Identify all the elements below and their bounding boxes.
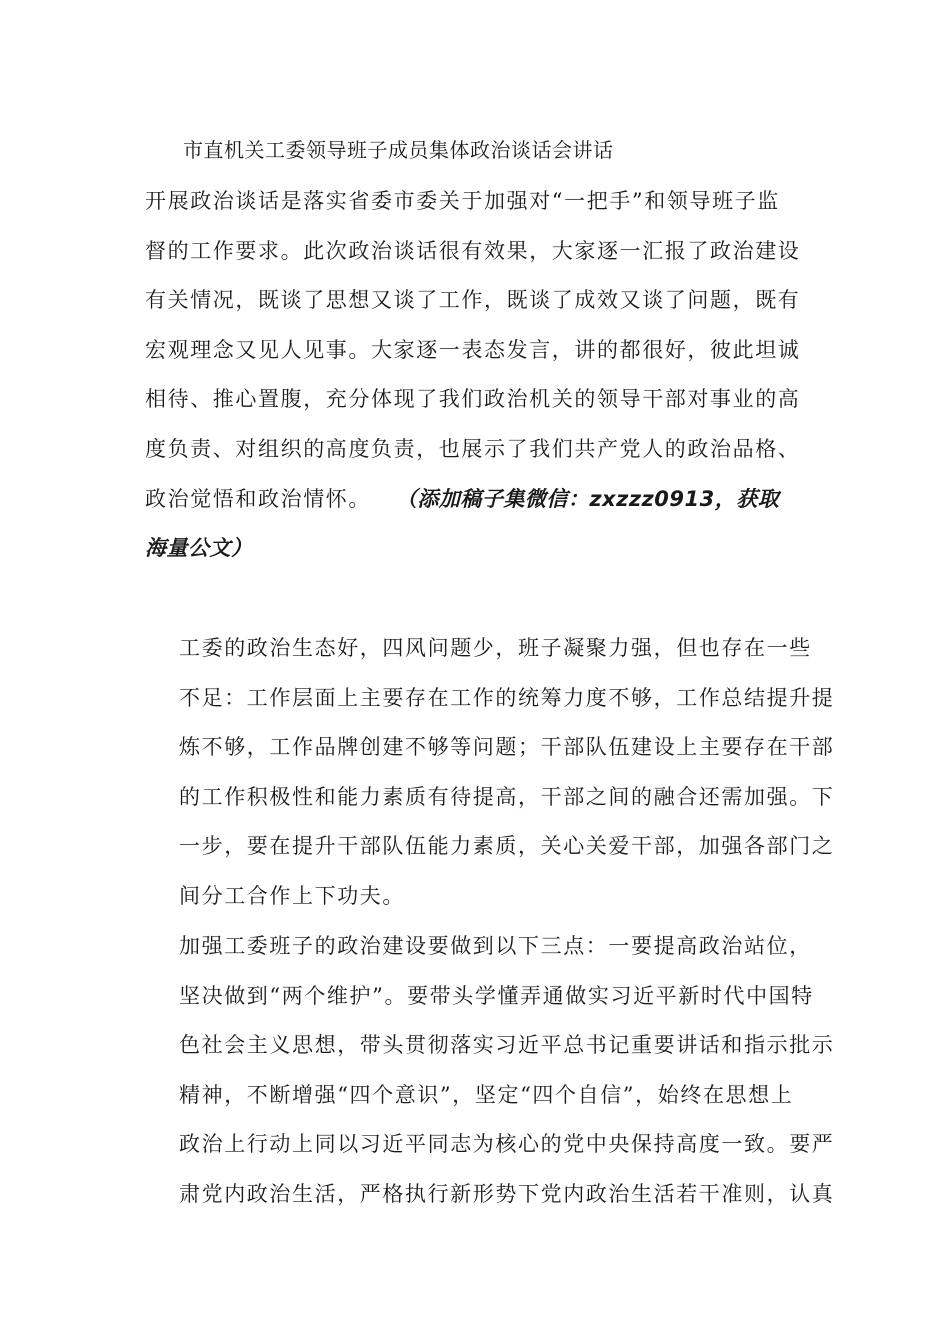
paragraph-line: 有关情况，既谈了思想又谈了工作，既谈了成效又谈了问题，既有	[145, 288, 801, 313]
paragraph-line-with-ad	[145, 475, 810, 525]
paragraph-text: 政治觉悟和政治情怀。	[145, 486, 371, 511]
paragraph-line: 加强工委班子的政治建设要做到以下三点：一要提高政治站位，	[179, 934, 812, 958]
paragraph-line: 相待、推心置腹，充分体现了我们政治机关的领导干部对事业的高	[145, 387, 801, 412]
ad-notice: （添加稿子集微信：zxzzz0913，获取	[395, 486, 780, 511]
paragraph-line: 不足：工作层面上主要存在工作的统筹力度不够，工作总结提升提	[179, 685, 835, 710]
paragraph-1	[145, 177, 810, 574]
paragraph-line: 督的工作要求。此次政治谈话很有效果，大家逐一汇报了政治建设	[145, 238, 801, 263]
paragraph-3	[145, 922, 835, 1220]
paragraph-line: 肃党内政治生活，严格执行新形势下党内政治生活若干准则，认真	[179, 1181, 835, 1206]
paragraph-line: 度负责、对组织的高度负责，也展示了我们共产党人的政治品格、	[145, 436, 801, 461]
paragraph-line: 宏观理念又见人见事。大家逐一表态发言，讲的都很好，彼此坦诚	[145, 337, 801, 362]
paragraph-line: 炼不够，工作品牌创建不够等问题；干部队伍建设上主要存在干部	[179, 735, 835, 760]
paragraph-line: 坚决做到“两个维护”。要带头学懂弄通做实习近平新时代中国特	[179, 983, 814, 1008]
paragraph-line: 一步，要在提升干部队伍能力素质，关心关爱干部，加强各部门之	[179, 834, 835, 859]
document-title: 市直机关工委领导班子成员集体政治谈话会讲话	[183, 138, 614, 162]
paragraph-line: 间分工合作上下功夫。	[179, 883, 405, 908]
paragraph-line: 精神，不断增强“四个意识”，坚定“四个自信”，始终在思想上	[179, 1082, 794, 1107]
paragraph-line: 工委的政治生态好，四风问题少，班子凝聚力强，但也存在一些	[179, 636, 812, 660]
paragraph-2	[145, 624, 835, 922]
paragraph-line: 色社会主义思想，带头贯彻落实习近平总书记重要讲话和指示批示	[179, 1033, 835, 1058]
paragraph-line: 政治上行动上同以习近平同志为核心的党中央保持高度一致。要严	[179, 1132, 835, 1157]
ad-notice-continued: 海量公文）	[145, 536, 253, 561]
paragraph-line: 开展政治谈话是落实省委市委关于加强对“一把手”和领导班子监	[145, 189, 780, 213]
paragraph-line: 的工作积极性和能力素质有待提高，干部之间的融合还需加强。下	[179, 784, 835, 809]
